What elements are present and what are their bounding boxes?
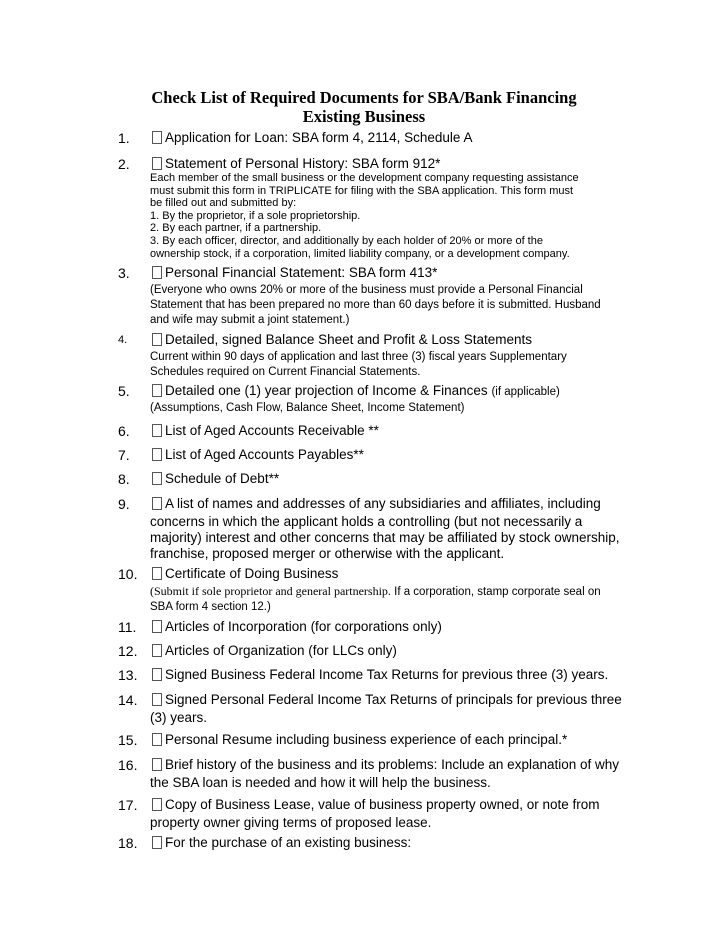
checkbox[interactable]: [152, 798, 162, 811]
checkbox[interactable]: [152, 758, 162, 771]
item-number: 6.: [118, 423, 130, 439]
item-number: 10.: [118, 566, 138, 582]
item-description: (Everyone who owns 20% or more of the business must provide a Personal Financial Statement that has been prepared no more than 60 days before it is submitted. Husband and wife may submit a joint statement.): [150, 284, 601, 326]
item-label: List of Aged Accounts Payables**: [165, 447, 364, 462]
item-number: 12.: [118, 643, 138, 659]
item-number: 11.: [118, 619, 137, 635]
checklist-item-14: [118, 690, 630, 726]
item-number: 9.: [118, 496, 130, 512]
checklist-item-6: [118, 421, 630, 441]
checklist-item-5: [118, 381, 630, 416]
item-label: Articles of Organization (for LLCs only): [165, 643, 397, 658]
item-number: 7.: [118, 447, 130, 463]
checklist-item-9: [118, 494, 630, 562]
checklist-item-12: [118, 641, 630, 661]
item-number: 4.: [118, 334, 128, 346]
item-label: Detailed, signed Balance Sheet and Profit & Loss Statements: [165, 332, 532, 347]
item-number: 8.: [118, 471, 130, 487]
item-number: 18.: [118, 835, 138, 851]
item-continuation: the SBA loan is needed and how it will help the business.: [150, 775, 491, 790]
checklist-item-10: [118, 564, 630, 615]
checkbox[interactable]: [152, 333, 162, 346]
checklist-item-3: [118, 263, 630, 327]
item-label: Personal Resume including business experience of each principal.*: [165, 732, 568, 747]
item-label: Articles of Incorporation (for corporations only): [165, 619, 442, 634]
checkbox[interactable]: [152, 424, 162, 437]
item-label: Signed Business Federal Income Tax Returns for previous three (3) years.: [165, 667, 609, 682]
item-number: 17.: [118, 797, 138, 813]
checkbox[interactable]: [152, 472, 162, 485]
item-label: For the purchase of an existing business:: [165, 835, 412, 850]
item-continuation: (3) years.: [150, 710, 208, 725]
item-number: 16.: [118, 757, 138, 773]
checklist-item-17: [118, 795, 630, 831]
item-label: Statement of Personal History: SBA form 912*: [165, 156, 441, 171]
item-label: Detailed one (1) year projection of Income & Finances (if applicable): [165, 383, 560, 398]
item-label: Application for Loan: SBA form 4, 2114, Schedule A: [165, 130, 473, 145]
checkbox[interactable]: [152, 384, 162, 397]
checklist-item-18: [118, 833, 630, 853]
item-continuation: property owner giving terms of proposed lease.: [150, 815, 432, 830]
item-number: 15.: [118, 732, 138, 748]
document-title: Check List of Required Documents for SBA/Bank Financing: [151, 88, 577, 107]
checklist-item-16: [118, 755, 630, 791]
checkbox[interactable]: [152, 733, 162, 746]
checkbox[interactable]: [152, 157, 162, 170]
item-number: 5.: [118, 383, 130, 399]
checklist-item-13: [118, 665, 630, 685]
checkbox[interactable]: [152, 266, 162, 279]
checklist-item-1: [118, 128, 630, 148]
item-label: Brief history of the business and its problems: Include an explanation of why: [165, 757, 620, 772]
checklist-item-8: [118, 469, 630, 489]
item-description: (Submit if sole proprietor and general partnership. If a corporation, stamp corporate seal on SBA form 4 section 12.): [150, 584, 601, 613]
checklist-item-11: [118, 617, 630, 637]
checkbox[interactable]: [152, 668, 162, 681]
checkbox[interactable]: [152, 693, 162, 706]
item-number: 3.: [118, 265, 130, 281]
item-number: 14.: [118, 692, 138, 708]
item-description: Each member of the small business or the development company requesting assistance must submit this form in TRIPLICATE for filing with the SBA application. This form must be filled out and submitted by: 1. By the proprietor, if a sole proprietorship. 2. By each partner, if a partnership. 3. By each officer, director, and additionally by each holder of 20% or more of the ownership stock, if a corporation, limited liability company, or a development company.: [150, 172, 579, 260]
checklist-item-7: [118, 445, 630, 465]
item-label: A list of names and addresses of any subsidiaries and affiliates, including: [165, 496, 601, 511]
checkbox[interactable]: [152, 836, 162, 849]
item-label: Signed Personal Federal Income Tax Returns of principals for previous three: [165, 692, 622, 707]
checklist-item-4: [118, 330, 630, 380]
item-number: 1.: [118, 130, 130, 146]
item-description: (Assumptions, Cash Flow, Balance Sheet, Income Statement): [150, 402, 465, 414]
checklist-item-15: [118, 730, 630, 750]
item-label: Schedule of Debt**: [165, 471, 280, 486]
item-label: Copy of Business Lease, value of business property owned, or note from: [165, 797, 600, 812]
checkbox[interactable]: [152, 620, 162, 633]
checkbox[interactable]: [152, 497, 162, 510]
document-subtitle: Existing Business: [302, 107, 426, 126]
checklist-item-2: [118, 154, 630, 260]
item-label: Certificate of Doing Business: [165, 566, 339, 581]
item-label: Personal Financial Statement: SBA form 413*: [165, 265, 438, 280]
checkbox[interactable]: [152, 567, 162, 580]
item-number: 2.: [118, 156, 130, 172]
item-number: 13.: [118, 667, 138, 683]
checkbox[interactable]: [152, 448, 162, 461]
checkbox[interactable]: [152, 644, 162, 657]
checkbox[interactable]: [152, 131, 162, 144]
item-continuation: concerns in which the applicant holds a controlling (but not necessarily a majority) interest and other concerns that may be affiliated by stock ownership, franchise, proposed merger or otherwise with the applicant.: [150, 514, 620, 561]
item-description: Current within 90 days of application and last three (3) fiscal years Supplementary Schedules required on Current Financial Statements.: [150, 351, 567, 378]
item-label: List of Aged Accounts Receivable **: [165, 423, 379, 438]
